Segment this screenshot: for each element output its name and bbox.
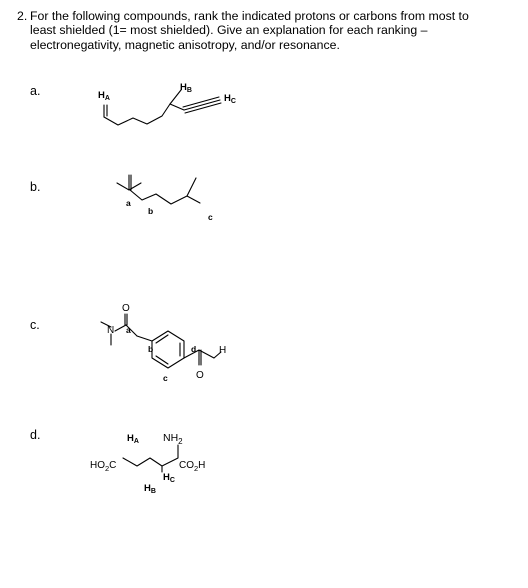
label-a-c: a bbox=[126, 325, 131, 335]
structure-b-chain bbox=[130, 178, 200, 204]
structure-b-left-isopropylidene bbox=[117, 175, 141, 190]
label-d-c: d bbox=[191, 344, 197, 354]
structure-c-ring-inner bbox=[156, 335, 180, 364]
label-a-b: a bbox=[126, 198, 131, 208]
label-ha-a: $H_A$ bbox=[98, 90, 110, 102]
structure-a-propargyl-bond bbox=[170, 104, 184, 110]
label-ho2c-d: $HO_2C$ bbox=[90, 460, 117, 473]
label-ha-d: $H_A$ bbox=[127, 433, 139, 445]
structure-a-vinyl-double-bond bbox=[104, 105, 107, 117]
part-a-label: a. bbox=[30, 84, 41, 98]
part-c-label: c. bbox=[30, 318, 40, 332]
label-b-b: b bbox=[148, 206, 154, 216]
label-hc-d: $H_C$ bbox=[163, 472, 175, 484]
question-line-1: For the following compounds, rank the indicated protons or carbons from most to bbox=[30, 9, 469, 23]
label-co2h-d: $CO_2H$ bbox=[179, 460, 206, 473]
label-nh2-d: $NH_2$ bbox=[163, 432, 183, 446]
label-n-c: N bbox=[107, 325, 115, 336]
label-hc-a: $H_C$ bbox=[224, 93, 236, 105]
label-b-c: b bbox=[148, 344, 154, 354]
structure-c bbox=[101, 303, 226, 383]
structure-a-triple-bond bbox=[183, 97, 221, 113]
question-line-2: least shielded (1= most shielded). Give an explanation for each ranking – bbox=[30, 23, 428, 38]
part-b-label: b. bbox=[30, 180, 41, 194]
structure-c-link bbox=[137, 336, 152, 341]
part-d-label: d. bbox=[30, 428, 41, 442]
label-h-c: H bbox=[219, 345, 227, 356]
structure-b bbox=[117, 175, 213, 222]
label-c-b: c bbox=[208, 212, 213, 222]
structure-c-benzene-ring bbox=[152, 331, 184, 368]
structure-d bbox=[90, 432, 205, 495]
label-o-bottom-c: O bbox=[196, 370, 204, 381]
label-o-top-c: O bbox=[122, 303, 130, 314]
structure-c-aldehyde bbox=[184, 350, 221, 365]
question-line-3: electronegativity, magnetic anisotropy, and/or resonance. bbox=[30, 37, 340, 52]
structure-a bbox=[98, 82, 236, 125]
label-c-c: c bbox=[163, 373, 168, 383]
label-hb-a: $H_B$ bbox=[180, 82, 192, 94]
structure-d-chain bbox=[123, 445, 178, 472]
question-number: 2. bbox=[17, 9, 28, 23]
structure-a-chain bbox=[104, 90, 181, 125]
label-hb-d: $H_B$ bbox=[144, 483, 156, 495]
